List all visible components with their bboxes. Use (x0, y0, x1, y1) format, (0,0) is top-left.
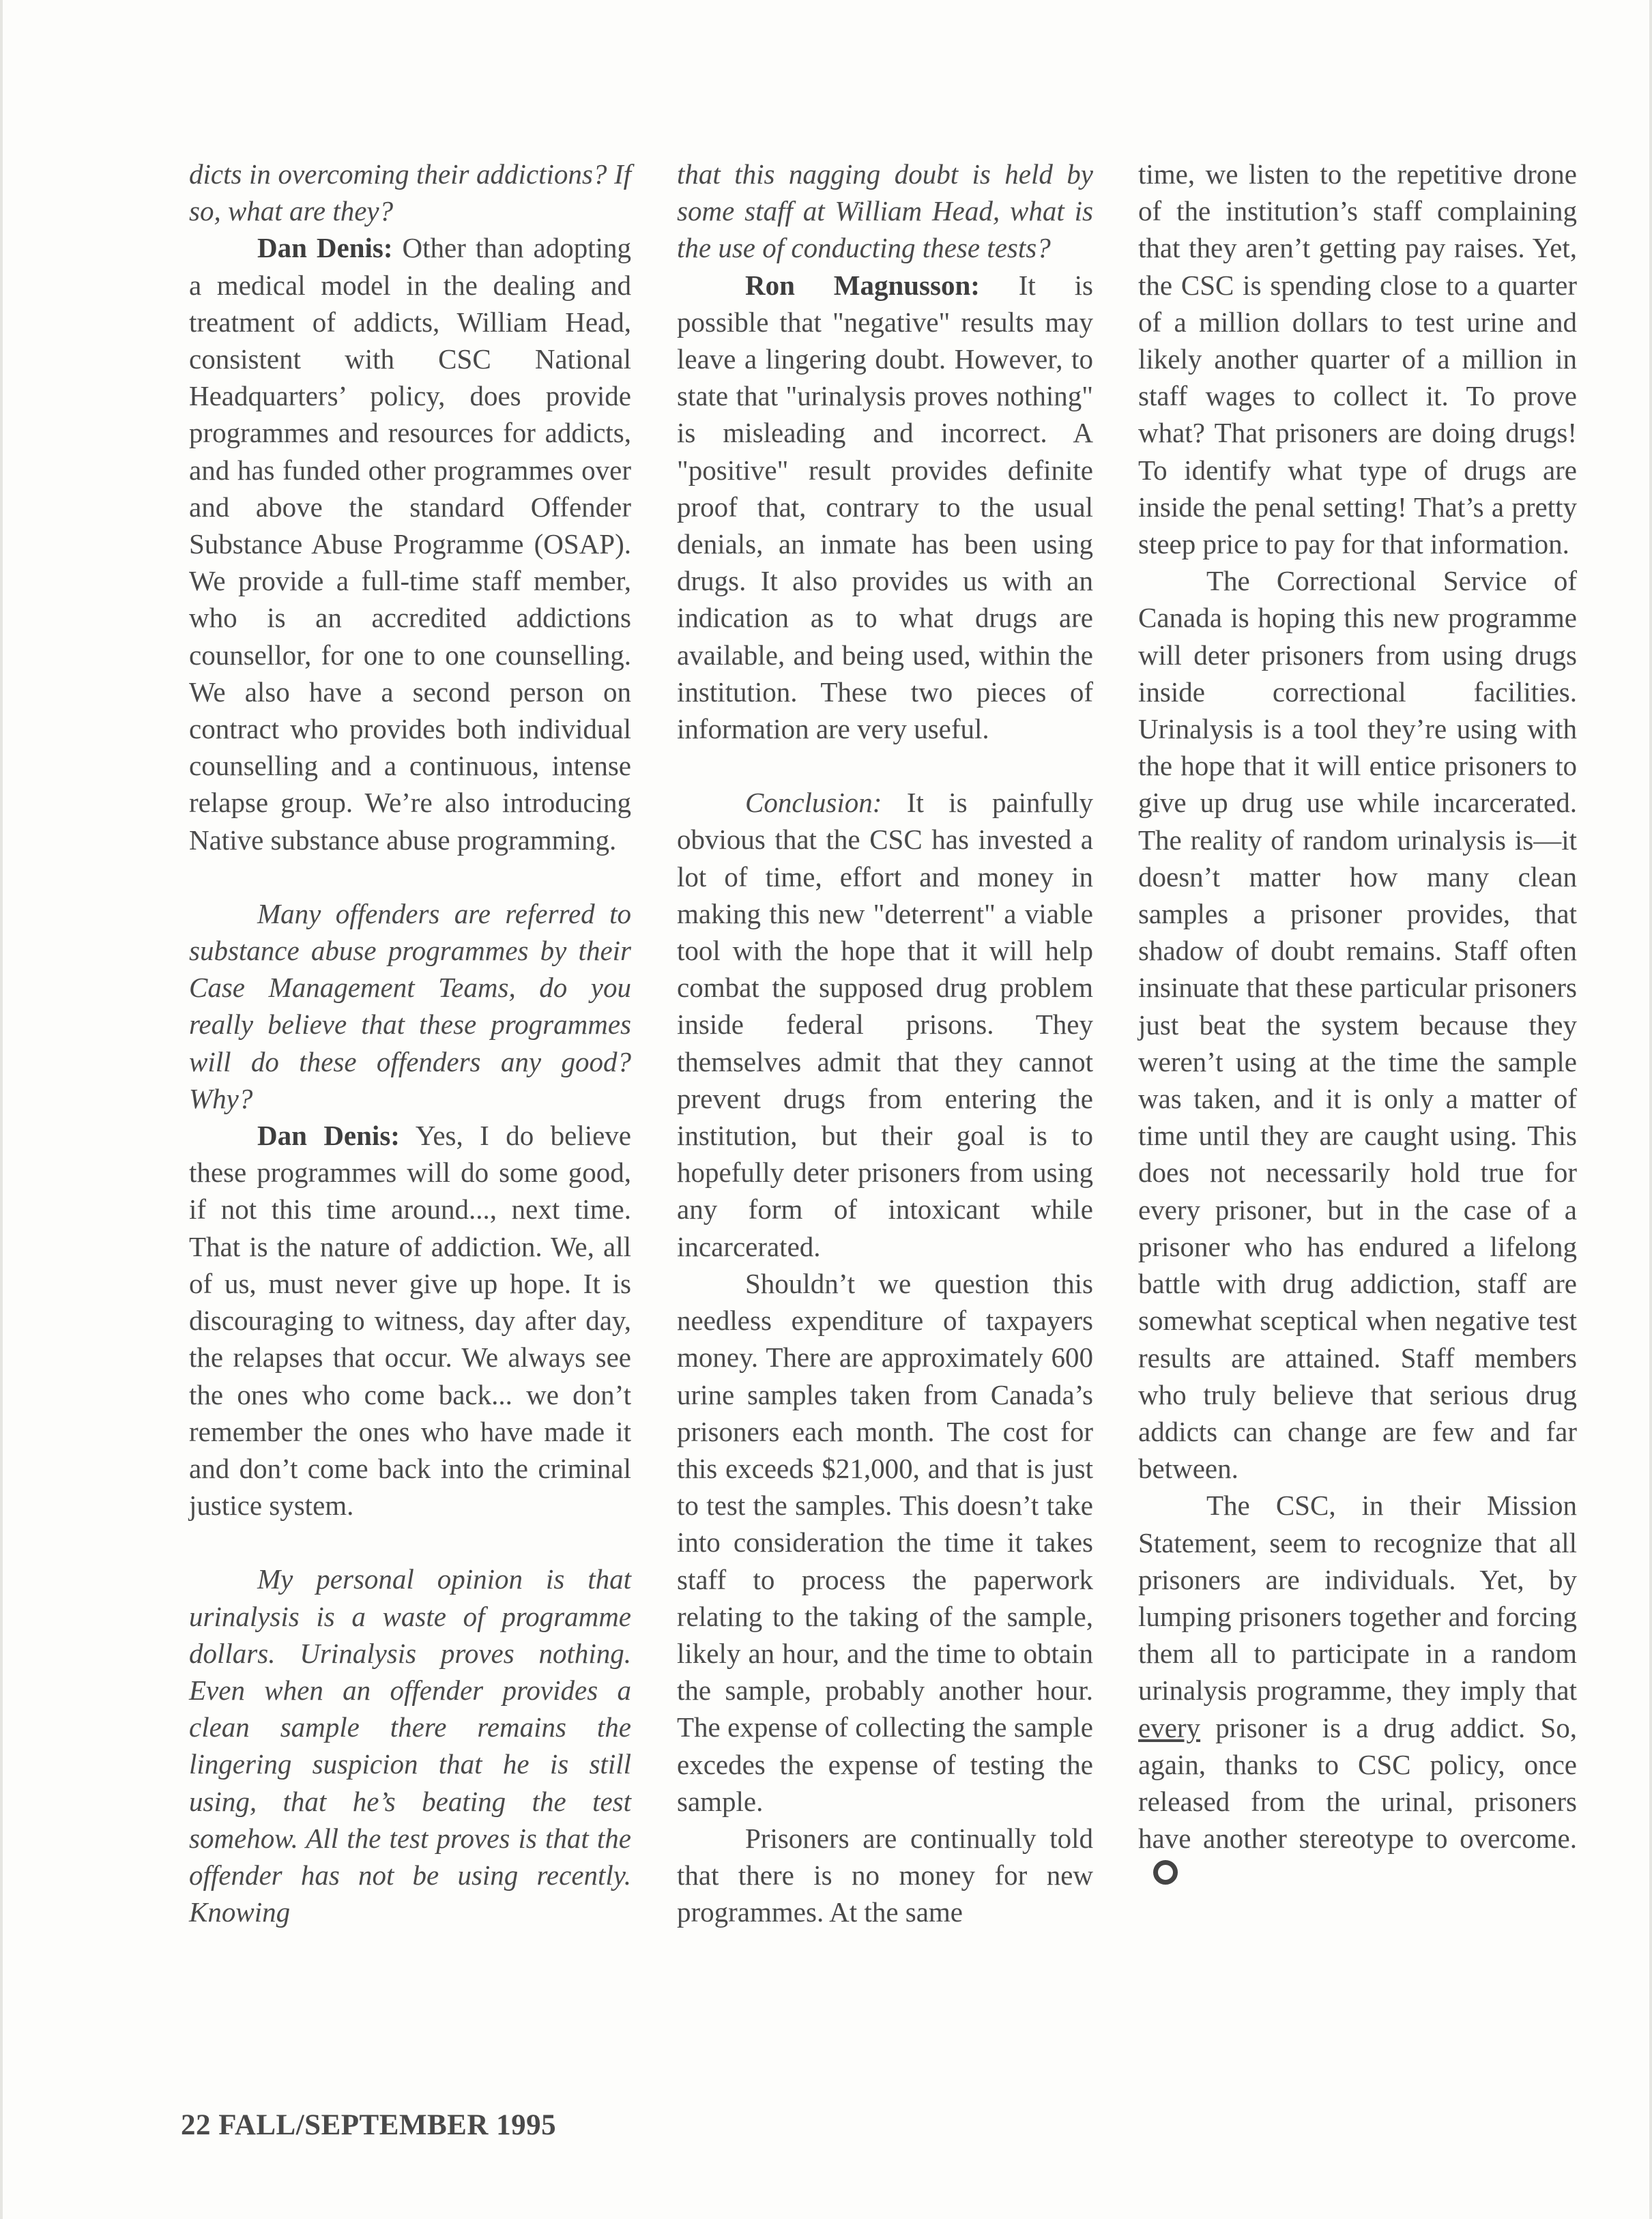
interview-answer (677, 267, 1093, 748)
page-number: 22 (181, 2109, 211, 2141)
answer-text: It is possible that "negative" results may leave a lingering doubt. However, to state that "urinalysis proves nothing" is misleading and incorrect. A "positive" result provides definite proof that, contrary to the usual denials, an inmate has been using drugs. It also provides us with an indication as to what drugs are available, and being used, within the institution. These two pieces of information are very useful. (677, 269, 1093, 745)
speaker-label: Dan Denis: (257, 1120, 400, 1152)
speaker-label: Dan Denis: (257, 232, 393, 264)
page-edge-right (1649, 0, 1652, 2219)
issue-date: FALL/SEPTEMBER 1995 (218, 2109, 557, 2141)
column-3 (1138, 156, 1577, 1894)
body-paragraph: Prisoners are continually told that there is no money for new programmes. At the same (677, 1822, 1093, 1928)
interview-question: dicts in overcoming their addictions? If so, what are they? (189, 158, 631, 227)
interview-question: Many offenders are referred to substance abuse programmes by their Case Management Teams, do you really believe that these programmes will do these offenders any good? Why? (189, 897, 631, 1114)
interview-question: that this nagging doubt is held by some staff at William Head, what is the use of conducting these tests? (677, 158, 1093, 264)
interview-answer (189, 1117, 631, 1524)
emphasis-every: every (1138, 1711, 1201, 1743)
end-of-article-circle-icon (1153, 1860, 1178, 1885)
body-paragraph: time, we listen to the repetitive drone of the institution’s staff complaining that they aren’t getting pay raises. Yet, the CSC is spending close to a quarter of a million dollars to test urine and likely another quarter of a million in staff wages to collect it. To prove what? That prisoners are doing drugs! To identify what type of drugs are inside the penal setting! That’s a pretty steep price to pay for that information. (1138, 158, 1577, 560)
body-paragraph: The Correctional Service of Canada is hoping this new programme will deter prisoners from using drugs inside correctional facilities. Urinalysis is a tool they’re using with the hope that it will entice prisoners to give up drug use while incarcerated. The reality of random urinalysis is—it doesn’t matter how many clean samples a prisoner provides, that shadow of doubt remains. Staff often insinuate that these particular prisoners just beat the system because they weren’t using at the time the sample was taken, and it is only a matter of time until they are caught using. This does not necessarily hold true for every prisoner, but in the case of a prisoner who has endured a lifelong battle with drug addiction, staff are somewhat sceptical when negative test results are attained. Staff members who truly believe that serious drug addicts can change are few and far between. (1138, 565, 1577, 1485)
page-footer (181, 2108, 556, 2142)
interview-question: My personal opinion is that urinalysis is a waste of programme dollars. Urinalysis proves nothing. Even when an offender provides a clean sample there remains the lingering suspicion that he is still using, that he’s beating the test somehow. All the test proves is that the offender has not be using recently. Knowing (189, 1563, 631, 1928)
conclusion-label: Conclusion: (745, 787, 882, 819)
interview-answer (189, 229, 631, 858)
column-1 (189, 156, 631, 1930)
body-paragraph: Shouldn’t we question this needless expenditure of taxpayers money. There are approximately 600 urine samples taken from Canada’s prisoners each month. The cost for this exceeds $21,000, and that is just to test the samples. This doesn’t take into consideration the time it takes staff to process the paperwork relating to the taking of the sample, likely an hour, and the time to obtain the sample, probably another hour. The expense of collecting the sample excedes the expense of testing the sample. (677, 1267, 1093, 1817)
speaker-label: Ron Magnusson: (745, 269, 980, 301)
column-2 (677, 156, 1093, 1931)
page-edge-left (0, 0, 3, 2219)
answer-text: Yes, I do believe these programmes will do some good, if not this time around..., next time. That is the nature of addiction. We, all of us, must never give up hope. It is discouraging to witness, day after day, the relapses that occur. We always see the ones who come back... we don’t remember the ones who have made it and don’t come back into the criminal justice system. (189, 1120, 631, 1522)
closing-text-before: The CSC, in their Mission Statement, seem to recognize that all prisoners are individuals. Yet, by lumping prisoners together and forcing them all to participate in a random urinalysis programme, they imply that (1138, 1490, 1577, 1707)
closing-paragraph (1138, 1487, 1577, 1894)
conclusion-text: It is painfully obvious that the CSC has invested a lot of time, effort and money in making this new "deterrent" a viable tool with the hope that it will help combat the supposed drug problem inside federal prisons. They themselves admit that they cannot prevent drugs from entering the institution, but their goal is to hopefully deter prisoners from using any form of intoxicant while incarcerated. (677, 787, 1093, 1262)
answer-text: Other than adopting a medical model in the dealing and treatment of addicts, William Head, consistent with CSC National Headquarters’ policy, does provide programmes and resources for addicts, and has funded other programmes over and above the standard Offender Substance Abuse Programme (OSAP). We provide a full-time staff member, who is an accredited addictions counsellor, for one to one counselling. We also have a second person on contract who provides both individual counselling and a continuous, intense relapse group. We’re also introducing Native substance abuse programming. (189, 232, 632, 856)
conclusion-paragraph (677, 784, 1093, 1265)
closing-text-after: prisoner is a drug addict. So, again, thanks to CSC policy, once released from the urinal, prisoners have another stereotype to overcome. (1138, 1711, 1577, 1855)
